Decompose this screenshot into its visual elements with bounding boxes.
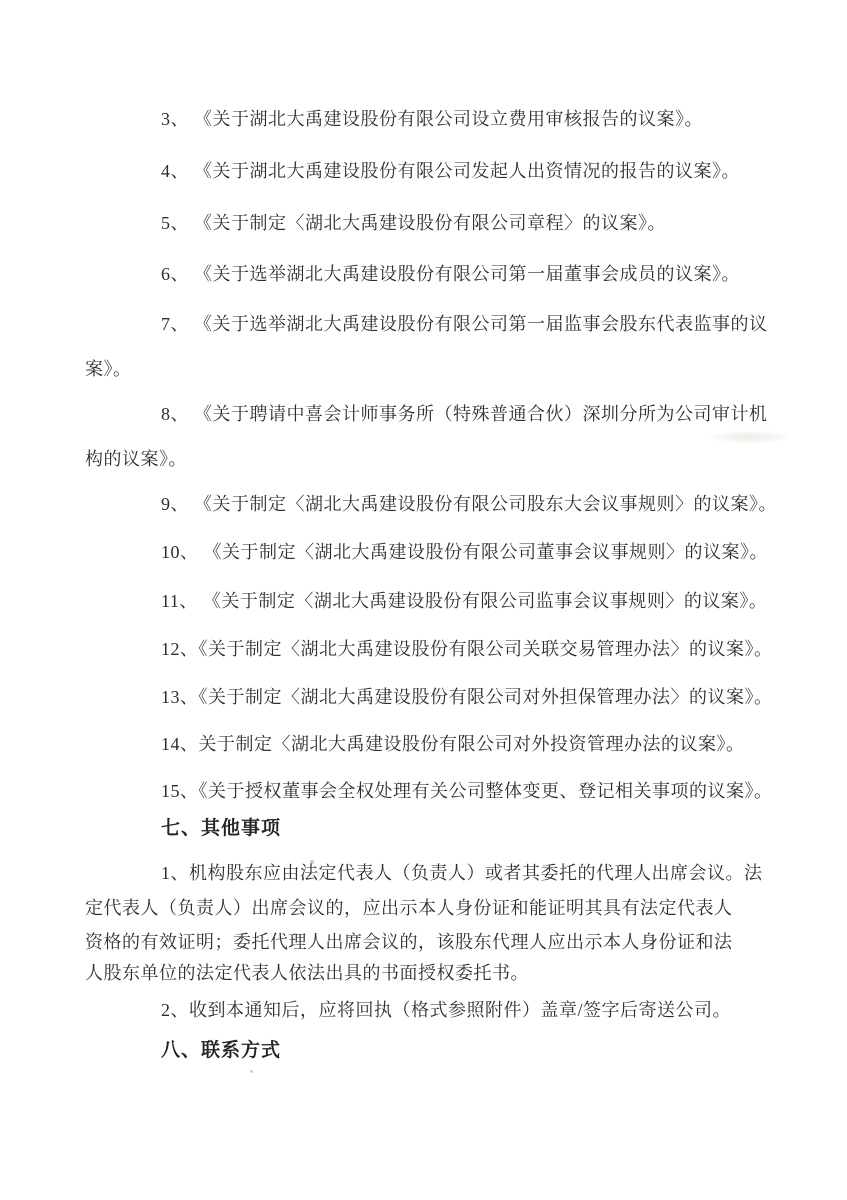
proposal-item-11: 11、 《关于制定〈湖北大禹建设股份有限公司监事会议事规则〉的议案》。 bbox=[161, 591, 768, 611]
other-matters-item-1-line-4: 人股东单位的法定代表人依法出具的书面授权委托书。 bbox=[85, 963, 529, 983]
proposal-item-15: 15、《关于授权董事会全权处理有关公司整体变更、登记相关事项的议案》。 bbox=[161, 781, 773, 801]
proposal-item-10: 10、 《关于制定〈湖北大禹建设股份有限公司董事会议事规则〉的议案》。 bbox=[161, 542, 768, 562]
section-heading-contact-info: 八、联系方式 bbox=[161, 1040, 282, 1061]
proposal-item-4: 4、 《关于湖北大禹建设股份有限公司发起人出资情况的报告的议案》。 bbox=[161, 161, 740, 181]
proposal-item-9: 9、 《关于制定〈湖北大禹建设股份有限公司股东大会议事规则〉的议案》。 bbox=[161, 494, 777, 514]
other-matters-item-1-line-2: 定代表人（负责人）出席会议的，应出示本人身份证和能证明其具有法定代表人 bbox=[85, 898, 733, 918]
other-matters-item-2: 2、收到本通知后，应将回执（格式参照附件）盖章/签字后寄送公司。 bbox=[161, 1000, 731, 1020]
proposal-item-8-line-2: 构的议案》。 bbox=[85, 449, 187, 469]
scan-smudge bbox=[705, 430, 795, 444]
proposal-item-13: 13、《关于制定〈湖北大禹建设股份有限公司对外担保管理办法〉的议案》。 bbox=[161, 687, 773, 707]
proposal-item-14: 14、关于制定〈湖北大禹建设股份有限公司对外投资管理办法的议案》。 bbox=[161, 734, 745, 754]
other-matters-item-1-line-1: 1、机构股东应由法定代表人（负责人）或者其委托的代理人出席会议。法 bbox=[161, 863, 763, 883]
proposal-item-3: 3、 《关于湖北大禹建设股份有限公司设立费用审核报告的议案》。 bbox=[161, 109, 703, 129]
other-matters-item-1-line-3: 资格的有效证明；委托代理人出席会议的，该股东代理人应出示本人身份证和法 bbox=[85, 932, 733, 952]
proposal-item-6: 6、 《关于选举湖北大禹建设股份有限公司第一届董事会成员的议案》。 bbox=[161, 264, 740, 284]
scan-speck bbox=[250, 1070, 253, 1073]
proposal-item-7-line-1: 7、 《关于选举湖北大禹建设股份有限公司第一届监事会股东代表监事的议 bbox=[161, 314, 768, 334]
proposal-item-12: 12、《关于制定〈湖北大禹建设股份有限公司关联交易管理办法〉的议案》。 bbox=[161, 639, 773, 659]
proposal-item-8-line-1: 8、 《关于聘请中喜会计师事务所（特殊普通合伙）深圳分所为公司审计机 bbox=[161, 404, 768, 424]
proposal-item-7-line-2: 案》。 bbox=[85, 359, 132, 379]
proposal-item-5: 5、 《关于制定〈湖北大禹建设股份有限公司章程〉的议案》。 bbox=[161, 213, 666, 233]
section-heading-other-matters: 七、其他事项 bbox=[161, 818, 282, 839]
